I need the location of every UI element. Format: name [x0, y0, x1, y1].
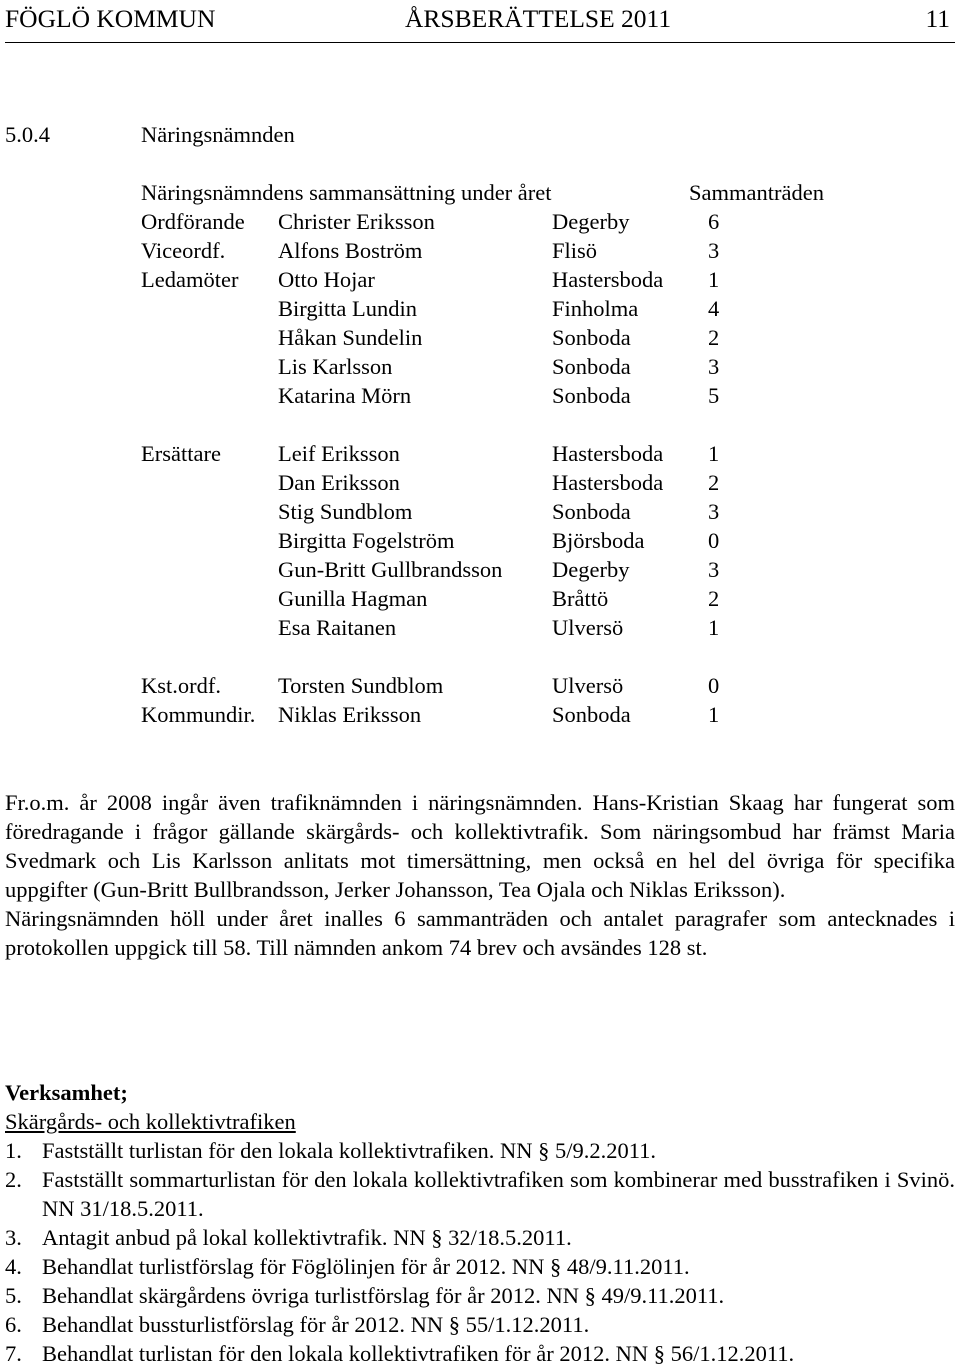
verksamhet-section	[5, 1078, 955, 1368]
list-item-text: Behandlat turlistförslag för Föglölinjen för år 2012. NN § 48/9.11.2011.	[42, 1254, 690, 1279]
section-number: 5.0.4	[5, 122, 50, 147]
composition-heading: Näringsnämndens sammansättning under året	[141, 180, 552, 205]
meetings-cell: 6	[708, 209, 720, 234]
name-cell: Alfons Boström	[278, 238, 423, 263]
meetings-cell: 0	[708, 528, 720, 553]
meetings-cell: 3	[708, 238, 720, 263]
section-title: Näringsnämnden	[141, 122, 295, 147]
place-cell: Hastersboda	[552, 470, 664, 495]
list-item-number: 2.	[5, 1167, 22, 1192]
role-cell: Viceordf.	[141, 238, 226, 263]
meetings-cell: 3	[708, 499, 720, 524]
name-cell: Niklas Eriksson	[278, 702, 422, 727]
meetings-cell: 4	[708, 296, 720, 321]
meetings-cell: 1	[708, 615, 720, 640]
meetings-cell: 3	[708, 557, 720, 582]
meetings-cell: 3	[708, 354, 720, 379]
meetings-cell: 1	[708, 702, 720, 727]
place-cell: Hastersboda	[552, 441, 664, 466]
role-cell: Ersättare	[141, 441, 221, 466]
meetings-cell: 2	[708, 470, 720, 495]
list-item	[5, 1339, 955, 1368]
name-cell: Katarina Mörn	[278, 383, 412, 408]
meetings-cell: 2	[708, 325, 720, 350]
place-cell: Sonboda	[552, 325, 631, 350]
name-cell: Gunilla Hagman	[278, 586, 428, 611]
paragraph-staff: Fr.o.m. år 2008 ingår även trafiknämnden i näringsnämnden. Hans-Kristian Skaag har fungerat som föredragande i frågor gällande skärgårds- och kollektivtrafik. Som näringsombud har främst Maria Svedmark och Lis Karlsson anlitats mot timersättning, men också en hel del övriga för specifika uppgifter (Gun-Britt Bullbrandsson, Jerker Johansson, Tea Ojala och Niklas Eriksson).	[5, 790, 955, 902]
place-cell: Sonboda	[552, 354, 631, 379]
verksamhet-subheading: Skärgårds- och kollektivtrafiken	[5, 1109, 296, 1134]
place-cell: Bråttö	[552, 586, 609, 611]
place-cell: Flisö	[552, 238, 598, 263]
list-item-text: Fastställt turlistan för den lokala kollektivtrafiken. NN § 5/9.2.2011.	[42, 1138, 657, 1163]
role-cell: Kommundir.	[141, 702, 256, 727]
place-cell: Degerby	[552, 557, 630, 582]
role-cell: Ordförande	[141, 209, 245, 234]
list-item-text: Behandlat bussturlistförslag för år 2012. NN § 55/1.12.2011.	[42, 1312, 590, 1337]
list-item-number: 6.	[5, 1312, 22, 1337]
page-number: 11	[925, 4, 950, 33]
list-item	[5, 1310, 955, 1339]
list-item	[5, 1252, 955, 1281]
meetings-cell: 1	[708, 267, 720, 292]
list-item-text: Fastställt sommarturlistan för den lokala kollektivtrafiken som kombinerar med busstrafiken i Svinö. NN 31/18.5.2011.	[42, 1167, 955, 1221]
place-cell: Finholma	[552, 296, 639, 321]
place-cell: Sonboda	[552, 383, 631, 408]
place-cell: Ulversö	[552, 615, 624, 640]
list-item-text: Behandlat turlistan för den lokala kollektivtrafiken för år 2012. NN § 56/1.12.2011.	[42, 1341, 795, 1366]
name-cell: Håkan Sundelin	[278, 325, 423, 350]
list-item-number: 5.	[5, 1283, 22, 1308]
list-item	[5, 1281, 955, 1310]
name-cell: Leif Eriksson	[278, 441, 400, 466]
body-text	[5, 788, 955, 962]
list-item-number: 7.	[5, 1341, 22, 1366]
role-cell: Ledamöter	[141, 267, 239, 292]
meetings-cell: 5	[708, 383, 720, 408]
report-title: ÅRSBERÄTTELSE 2011	[405, 4, 672, 33]
name-cell: Esa Raitanen	[278, 615, 397, 640]
name-cell: Birgitta Lundin	[278, 296, 417, 321]
list-item-text: Behandlat skärgårdens övriga turlistförslag för år 2012. NN § 49/9.11.2011.	[42, 1283, 725, 1308]
list-item	[5, 1165, 955, 1223]
meetings-cell: 2	[708, 586, 720, 611]
verksamhet-list	[5, 1136, 955, 1368]
verksamhet-heading: Verksamhet;	[5, 1080, 128, 1105]
place-cell: Ulversö	[552, 673, 624, 698]
name-cell: Lis Karlsson	[278, 354, 393, 379]
name-cell: Otto Hojar	[278, 267, 375, 292]
place-cell: Sonboda	[552, 499, 631, 524]
place-cell: Sonboda	[552, 702, 631, 727]
list-item	[5, 1136, 955, 1165]
place-cell: Hastersboda	[552, 267, 664, 292]
list-item-number: 3.	[5, 1225, 22, 1250]
role-cell: Kst.ordf.	[141, 673, 221, 698]
list-item-text: Antagit anbud på lokal kollektivtrafik. NN § 32/18.5.2011.	[42, 1225, 572, 1250]
list-item-number: 1.	[5, 1138, 22, 1163]
meetings-cell: 0	[708, 673, 720, 698]
list-item-number: 4.	[5, 1254, 22, 1279]
name-cell: Christer Eriksson	[278, 209, 435, 234]
municipality-name: FÖGLÖ KOMMUN	[5, 4, 216, 33]
name-cell: Gun-Britt Gullbrandsson	[278, 557, 503, 582]
name-cell: Dan Eriksson	[278, 470, 400, 495]
meetings-cell: 1	[708, 441, 720, 466]
place-cell: Björsboda	[552, 528, 645, 553]
page-header	[5, 4, 955, 43]
list-item	[5, 1223, 955, 1252]
name-cell: Torsten Sundblom	[278, 673, 444, 698]
name-cell: Stig Sundblom	[278, 499, 413, 524]
place-cell: Degerby	[552, 209, 630, 234]
paragraph-meetings: Näringsnämnden höll under året inalles 6 sammanträden och antalet paragrafer som antecknades i protokollen uppgick till 58. Till nämnden ankom 74 brev och avsändes 128 st.	[5, 906, 955, 960]
meetings-heading: Sammanträden	[689, 180, 824, 205]
name-cell: Birgitta Fogelström	[278, 528, 455, 553]
